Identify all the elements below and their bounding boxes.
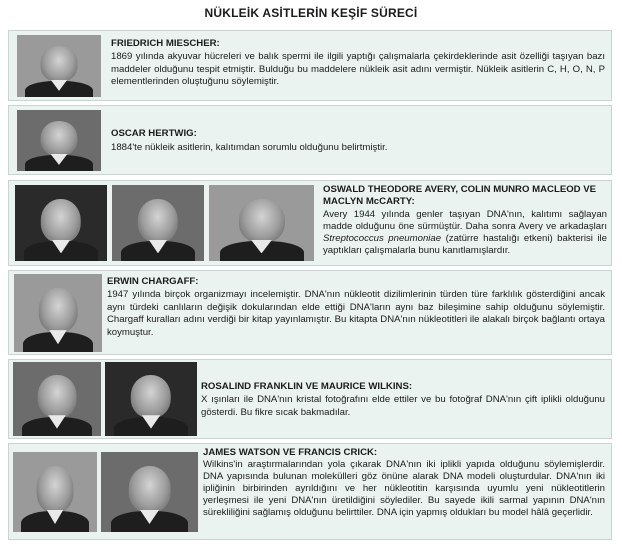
section-heading: JAMES WATSON VE FRANCIS CRICK:: [203, 447, 378, 458]
section-heading: ROSALIND FRANKLIN VE MAURICE WILKINS:: [201, 381, 413, 392]
section-text-part: Avery 1944 yılında genler taşıyan DNA'nın, kalıtımı sağlayan madde olduğunu öne sürmüştür. Daha sonra Avery ve arkadaşları: [323, 209, 607, 232]
section-heading: ERWIN CHARGAFF:: [107, 276, 199, 287]
section-miescher: [8, 30, 612, 101]
section-text: [323, 209, 607, 257]
section-text-part: (zatürre hastalığı etkeni) bakterisi ile yaptıkları çalışmalarla bunu kanıtlamışlardır.: [323, 233, 607, 256]
section-text: 1869 yılında akyuvar hücreleri ve balık spermi ile ilgili yaptığı çalışmalarla çekirdeklerinde asit özelliği taşıyan bazı maddeler olduğunu tespit etmiştir. Bulduğu bu maddelere nükleik asit adını vermiştir. Nükleik asitlerin C, H, O, N, P elementlerinden oluştuğunu söylemiştir.: [111, 51, 605, 88]
section-text: 1884'te nükleik asitlerin, kalıtımdan sorumlu olduğunu belirtmiştir.: [111, 142, 388, 153]
photo-miescher: [17, 35, 101, 97]
page-title: NÜKLEİK ASİTLERİN KEŞİF SÜRECİ: [204, 6, 418, 20]
bacteria-name: Streptococcus pneumoniae: [323, 233, 442, 244]
photo-crick: [101, 452, 198, 532]
section-heading: OSWALD THEODORE AVERY, COLIN MUNRO MACLEOD VE MACLYN McCARTY:: [323, 184, 597, 207]
photo-wilkins: [105, 362, 197, 436]
photo-franklin: [13, 362, 101, 436]
section-text: Wilkins'in araştırmalarından yola çıkarak DNA'nın iki iplikli yapıda olduğunu söylemişlerdir. DNA yapısında bulunan molekülleri göz önüne alarak DNA modeli oluşturdular. DNA'nın iki ipliğinin birbirinden ayrıldığını ve her nükleotitin karşısında uyumlu yeni nükleotitlerin yerleşmesi ile yeni DNA'nın üretildiğini söylediler. Bu sayede ikili sarmal yapının DNA'nın sürekliliğini sağlamış olduğunu belirttiler. DNA için yapmış oldukları bu model hâlâ geçerlidir.: [203, 459, 605, 518]
section-watson-crick: [8, 443, 612, 540]
photo-hertwig: [17, 110, 101, 171]
photo-watson: [13, 452, 97, 532]
section-text: X ışınları ile DNA'nın kristal fotoğrafını elde ettiler ve bu fotoğraf DNA'nın çift iplikli olduğunu gösterdi. Bu fikre sıcak bakmadılar.: [201, 394, 605, 418]
photo-macleod: [112, 185, 204, 261]
section-avery: [8, 180, 612, 266]
section-franklin-wilkins: [8, 359, 612, 439]
photo-avery: [15, 185, 107, 261]
photo-mccarty: [209, 185, 314, 261]
section-text: 1947 yılında birçok organizmayı incelemiştir. DNA'nın nükleotit dizilimlerinin türden türe farklılık gösterdiğini ancak aynı türdeki canlıların değişik dokularından elde ettiği DNA'ların aynı baz bileşimine sahip olduğunu söylemiştir. Chargaff kuralları adını verdiği bir kitap yayınlamıştır. Bu kitapta DNA'nın nükleotitleri ile alakalı birçok bağlantı ortaya koymuştur.: [107, 289, 605, 338]
section-hertwig: [8, 105, 612, 175]
photo-chargaff: [14, 274, 102, 352]
section-heading: OSCAR HERTWIG:: [111, 128, 197, 139]
section-chargaff: [8, 270, 612, 355]
section-heading: FRIEDRICH MIESCHER:: [111, 38, 220, 49]
